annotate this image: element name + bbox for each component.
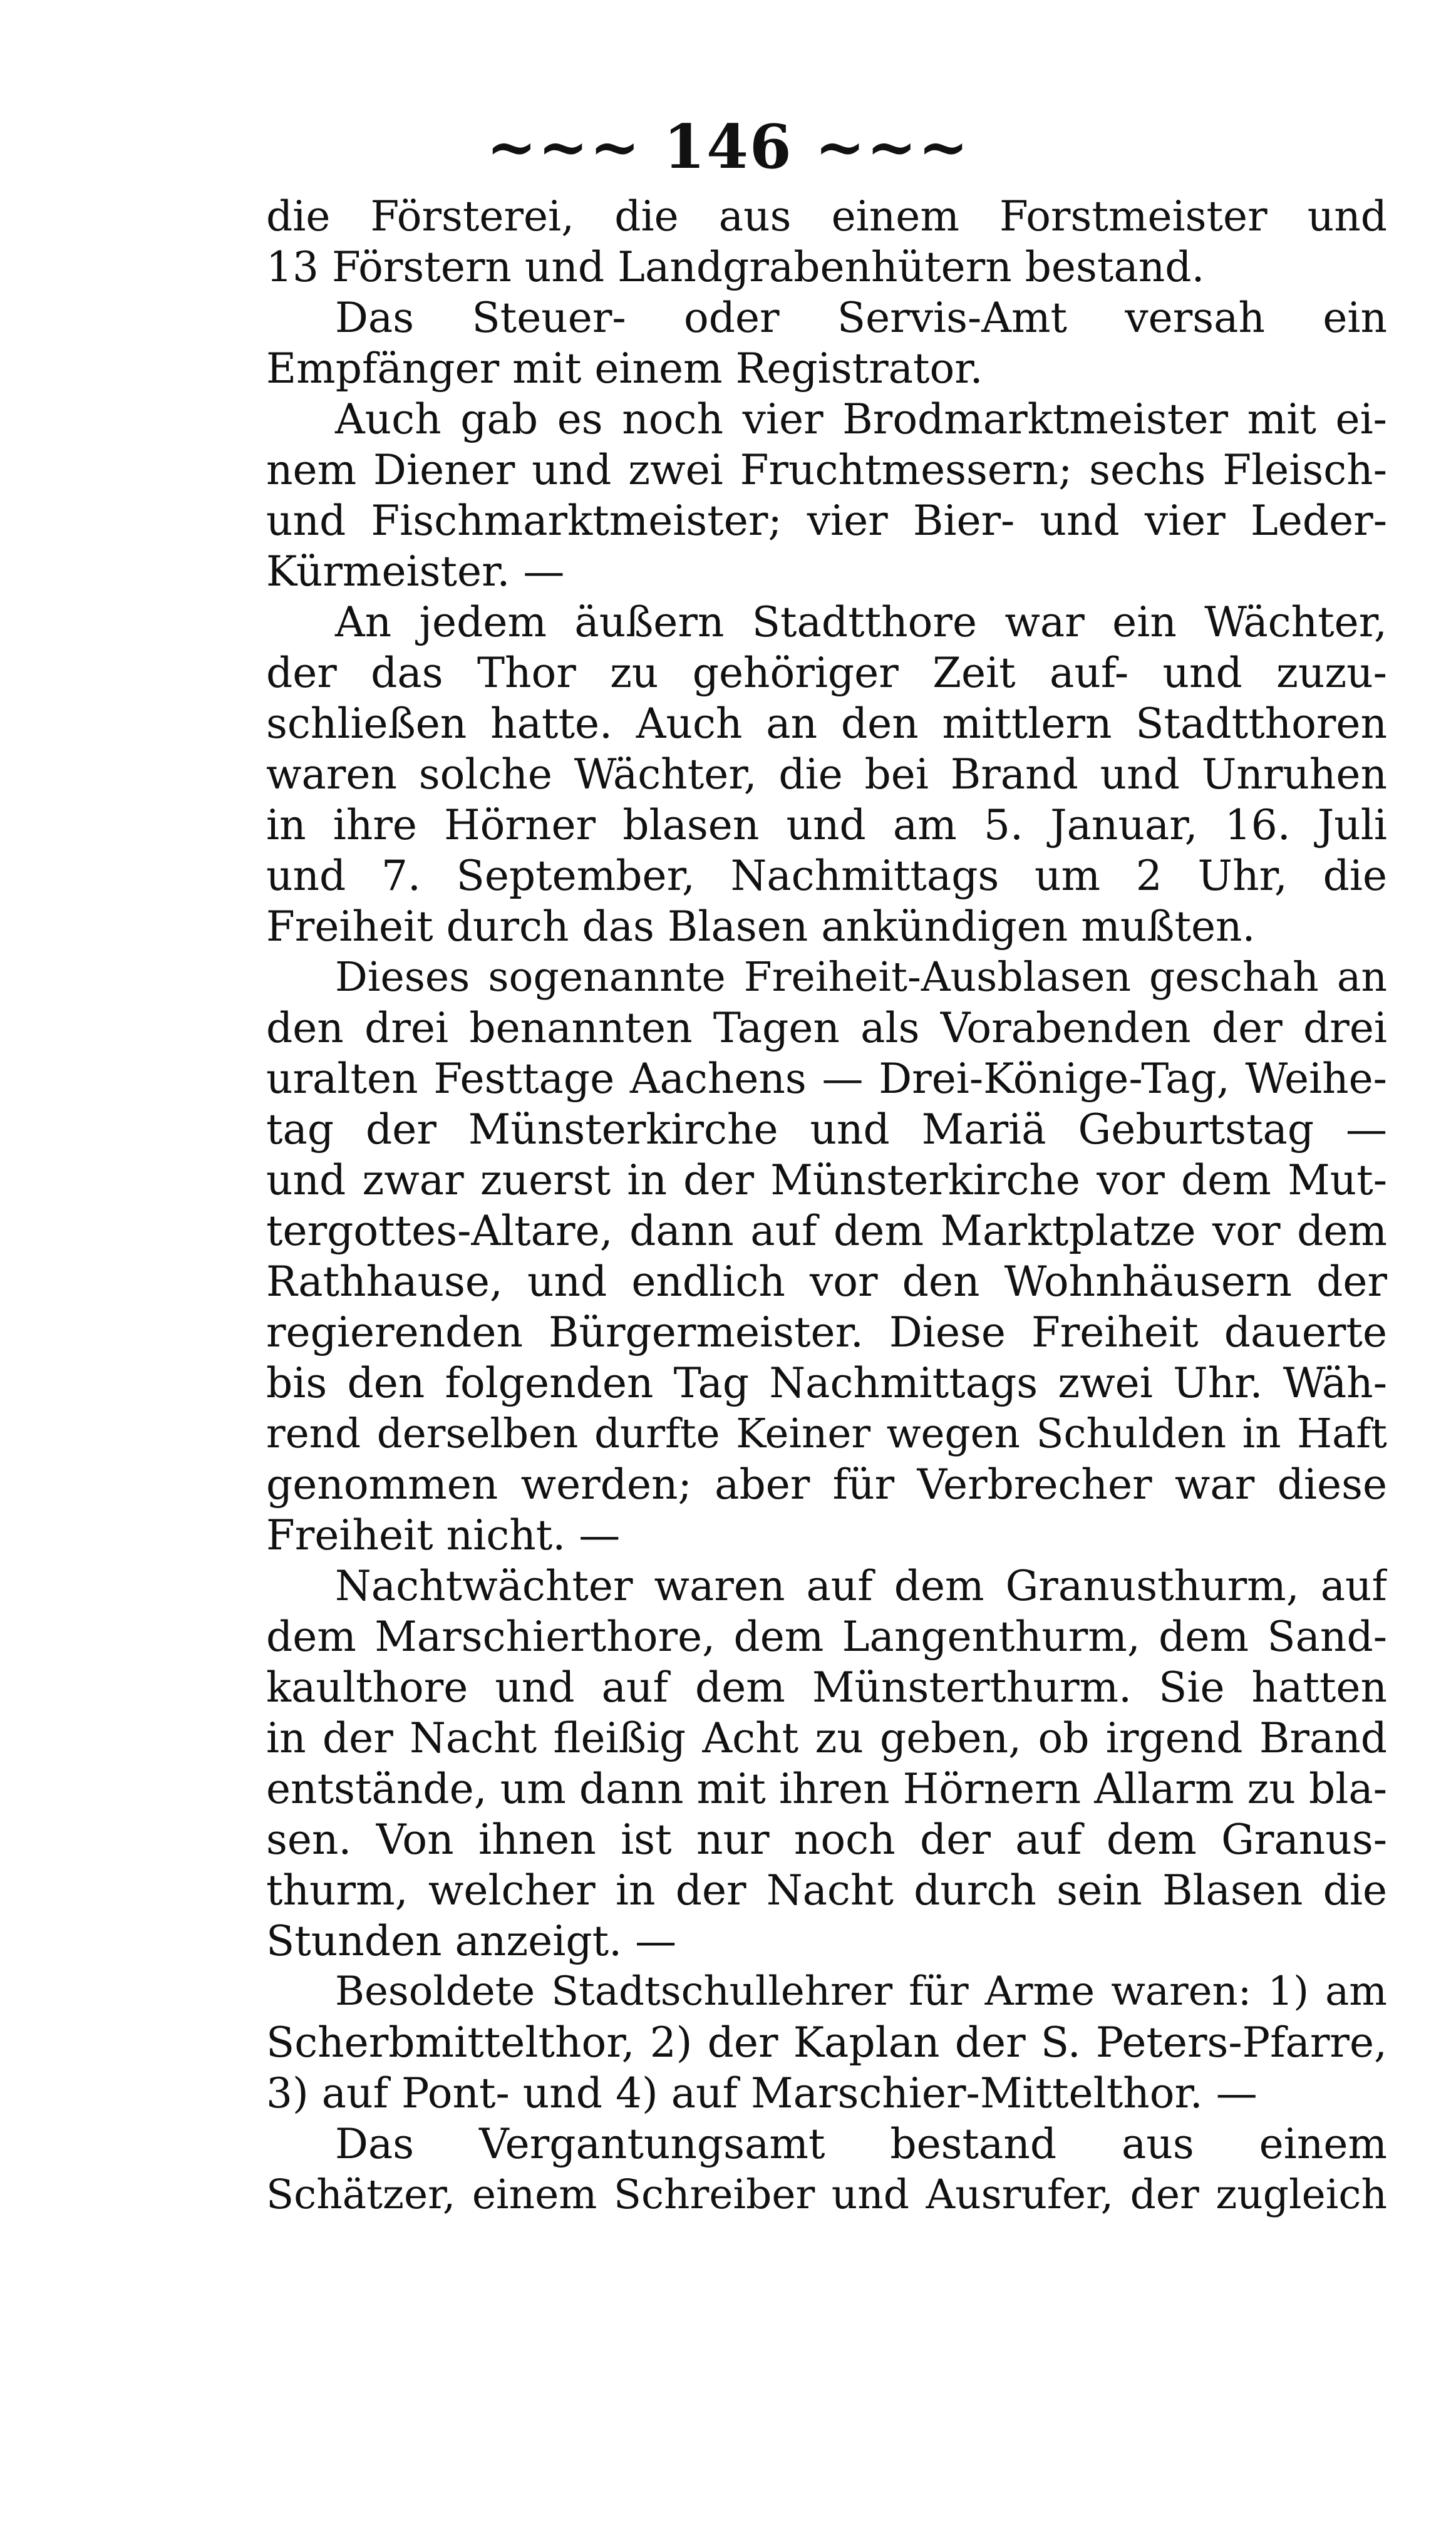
text-line: Das Steuer- oder Servis-Amt versah ein xyxy=(335,294,1387,342)
text-line: rend derselben durfte Keiner wegen Schulden in Haft xyxy=(266,1410,1387,1457)
text-line: entstände, um dann mit ihren Hörnern Allarm zu bla- xyxy=(266,1765,1387,1813)
text-line: sen. Von ihnen ist nur noch der auf dem Granus- xyxy=(266,1816,1387,1864)
text-line: uralten Festtage Aachens — Drei-Könige-Tag, Weihe- xyxy=(266,1055,1387,1103)
text-line: der das Thor zu gehöriger Zeit auf- und zuzu- xyxy=(266,649,1387,697)
page-number: ~~~ 146 ~~~ xyxy=(486,111,970,182)
text-line: tergottes-Altare, dann auf dem Marktplatze vor dem xyxy=(266,1207,1387,1255)
text-line: nem Diener und zwei Fruchtmessern; sechs Fleisch- xyxy=(266,446,1387,494)
text-line: kaulthore und auf dem Münsterthurm. Sie hatten xyxy=(266,1663,1387,1712)
text-line: tag der Münsterkirche und Mariä Geburtstag — xyxy=(266,1105,1387,1154)
text-line: dem Marschierthore, dem Langenthurm, dem Sand- xyxy=(266,1613,1387,1661)
text-line: in der Nacht fleißig Acht zu geben, ob irgend Brand xyxy=(266,1714,1387,1762)
text-line: bis den folgenden Tag Nachmittags zwei Uhr. Wäh- xyxy=(266,1359,1387,1407)
text-line: Schätzer, einem Schreiber und Ausrufer, der zugleich xyxy=(266,2171,1387,2218)
text-line: 3) auf Pont- und 4) auf Marschier-Mittelthor. — xyxy=(266,2069,1257,2117)
text-line: Stunden anzeigt. — xyxy=(266,1917,677,1965)
text-line: die Försterei, die aus einem Forstmeister und xyxy=(266,192,1387,240)
text-line: waren solche Wächter, die bei Brand und Unruhen xyxy=(266,750,1387,798)
text-line: Das Vergantungsamt bestand aus einem xyxy=(335,2120,1387,2168)
text-line: in ihre Hörner blasen und am 5. Januar, 16. Juli xyxy=(266,801,1387,849)
text-line: Scherbmittelthor, 2) der Kaplan der S. Peters-Pfarre, xyxy=(266,2018,1387,2067)
text-line: Rathhause, und endlich vor den Wohnhäusern der xyxy=(266,1258,1387,1306)
text-line: Freiheit nicht. — xyxy=(266,1511,621,1559)
text-line: genommen werden; aber für Verbrecher war diese xyxy=(266,1460,1387,1509)
text-line: Nachtwächter waren auf dem Granusthurm, auf xyxy=(335,1562,1387,1610)
text-line: Freiheit durch das Blasen ankündigen mußten. xyxy=(266,902,1256,951)
text-line: Kürmeister. — xyxy=(266,547,565,596)
text-line: und zwar zuerst in der Münsterkirche vor dem Mut- xyxy=(266,1156,1387,1204)
text-line: schließen hatte. Auch an den mittlern Stadtthoren xyxy=(266,700,1387,748)
text-line: Empfänger mit einem Registrator. xyxy=(266,344,983,393)
text-line: und Fischmarktmeister; vier Bier- und vier Leder- xyxy=(266,497,1387,545)
text-line: Dieses sogenannte Freiheit-Ausblasen geschah an xyxy=(335,954,1387,1001)
text-line: den drei benannten Tagen als Vorabenden der drei xyxy=(266,1004,1387,1052)
text-line: 13 Förstern und Landgrabenhütern bestand. xyxy=(266,243,1205,291)
text-line: Auch gab es noch vier Brodmarktmeister mit ei- xyxy=(335,395,1387,443)
text-line: regierenden Bürgermeister. Diese Freiheit dauerte xyxy=(266,1308,1387,1357)
text-line: Besoldete Stadtschullehrer für Arme waren: 1) am xyxy=(335,1968,1387,2015)
text-line: und 7. September, Nachmittags um 2 Uhr, die xyxy=(266,852,1387,900)
body-text xyxy=(266,191,1387,2220)
text-line: An jedem äußern Stadtthore war ein Wächter, xyxy=(335,598,1387,646)
text-line: thurm, welcher in der Nacht durch sein Blasen die xyxy=(266,1866,1387,1915)
